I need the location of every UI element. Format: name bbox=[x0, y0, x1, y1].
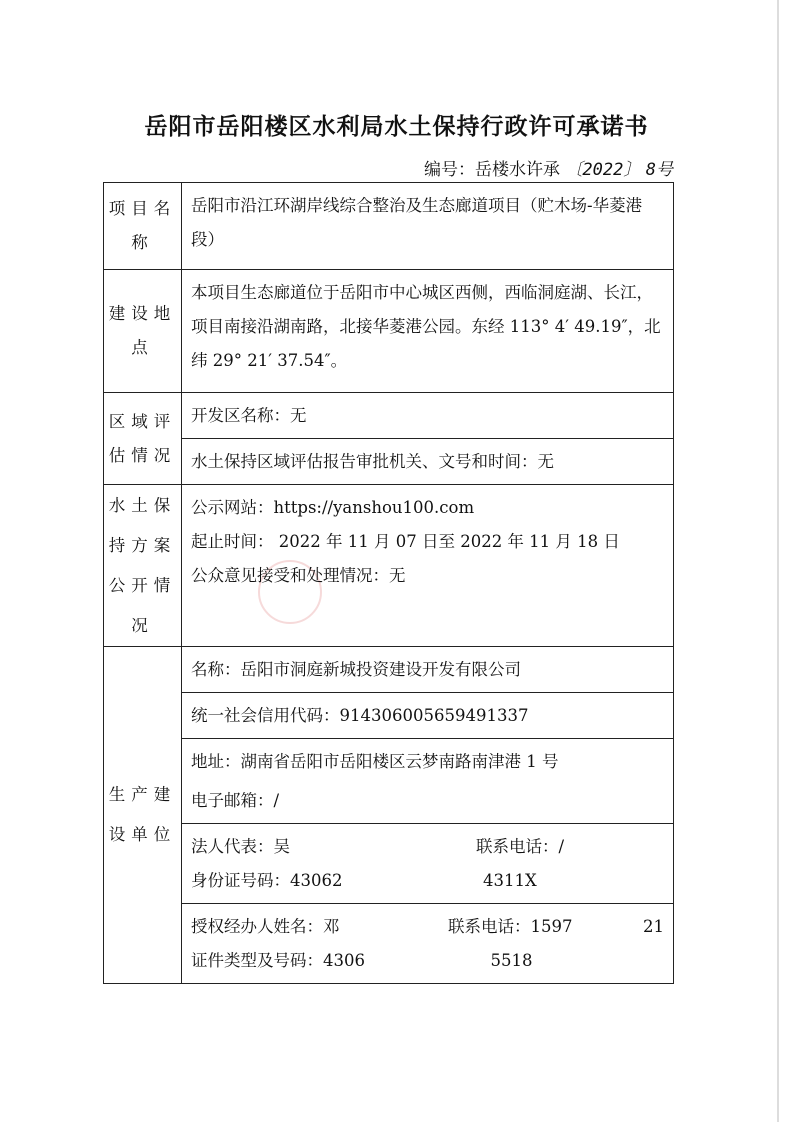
row-unit bbox=[104, 647, 674, 984]
unit-credit-code: 统一社会信用代码：914306005659491337 bbox=[182, 692, 673, 738]
commitment-table bbox=[103, 182, 674, 984]
unit-name: 名称：岳阳市洞庭新城投资建设开发有限公司 bbox=[191, 660, 521, 679]
page-edge bbox=[777, 0, 779, 1122]
doc-no-year: 〔2022〕 bbox=[565, 160, 641, 180]
legal-phone: 联系电话：/ bbox=[475, 837, 564, 856]
legal-representative: 法人代表：吴 bbox=[191, 837, 290, 856]
document-number bbox=[424, 155, 673, 180]
value-site: 本项目生态廊道位于岳阳市中心城区西侧，西临洞庭湖、长江，项目南接沿湖南路，北接华菱港公园。东经 113° 4′ 49.19″，北纬 29° 21′ 37.54″。 bbox=[182, 270, 674, 393]
label-disclosure: 水土保持方案公开情况 bbox=[104, 485, 182, 647]
agent-phone-prefix: 联系电话：1597 bbox=[448, 917, 573, 936]
row-disclosure bbox=[104, 485, 674, 647]
agent-name: 授权经办人姓名：邓 bbox=[191, 917, 340, 936]
dev-zone: 开发区名称：无 bbox=[191, 406, 307, 425]
row-project-name bbox=[104, 183, 674, 270]
document-title: 岳阳市岳阳楼区水利局水土保持行政许可承诺书 bbox=[144, 114, 649, 140]
unit-address: 地址：湖南省岳阳市岳阳楼区云梦南路南津港 1 号 bbox=[182, 738, 673, 784]
region-report: 水土保持区域评估报告审批机关、文号和时间：无 bbox=[182, 438, 673, 484]
label-site: 建设地点 bbox=[104, 270, 182, 393]
unit-email: 电子邮箱：/ bbox=[191, 791, 280, 810]
agent-phone-suffix: 21 bbox=[643, 917, 664, 936]
certificate-suffix: 5518 bbox=[490, 951, 533, 970]
doc-no-number: 8号 bbox=[645, 160, 673, 180]
disclosure-period: 起止时间： 2022 年 11 月 07 日至 2022 年 11 月 18 日 bbox=[191, 532, 620, 551]
certificate-prefix: 证件类型及号码：4306 bbox=[191, 951, 365, 970]
row-site bbox=[104, 270, 674, 393]
label-project-name: 项目名称 bbox=[104, 183, 182, 270]
id-number-prefix: 身份证号码：43062 bbox=[191, 871, 343, 890]
disclosure-opinions: 公众意见接受和处理情况：无 bbox=[191, 566, 406, 585]
disclosure-website: 公示网站：https://yanshou100.com bbox=[191, 498, 475, 517]
doc-no-prefix: 编号：岳楼水许承 bbox=[423, 160, 560, 180]
row-region bbox=[104, 393, 674, 485]
label-region: 区域评估情况 bbox=[104, 393, 182, 485]
id-number-suffix: 4311X bbox=[483, 871, 537, 890]
label-unit: 生产建设单位 bbox=[104, 647, 182, 984]
value-project-name: 岳阳市沿江环湖岸线综合整治及生态廊道项目（贮木场-华菱港段） bbox=[182, 183, 674, 270]
